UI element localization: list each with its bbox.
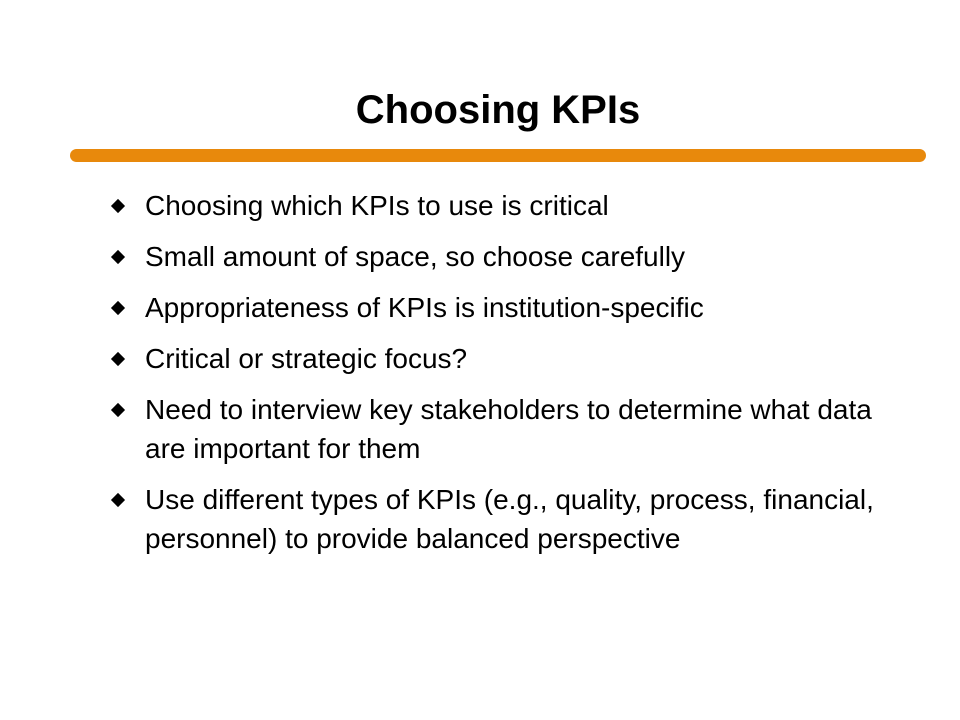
diamond-bullet-icon <box>111 199 125 213</box>
bullet-text: Need to interview key stakeholders to determine what data are important for them <box>145 394 872 464</box>
bullet-item <box>108 237 908 276</box>
bullet-item <box>108 480 908 558</box>
bullet-text: Use different types of KPIs (e.g., quality, process, financial, personnel) to provide balanced perspective <box>145 484 874 554</box>
bullet-item <box>108 390 908 468</box>
bullet-text: Appropriateness of KPIs is institution-specific <box>145 292 704 323</box>
bullet-list <box>108 186 908 570</box>
bullet-text: Choosing which KPIs to use is critical <box>145 190 609 221</box>
title-underline-bar <box>70 149 926 162</box>
diamond-bullet-icon <box>111 352 125 366</box>
bullet-item <box>108 288 908 327</box>
bullet-item <box>108 186 908 225</box>
bullet-text: Small amount of space, so choose carefully <box>145 241 686 272</box>
diamond-bullet-icon <box>111 301 125 315</box>
diamond-bullet-icon <box>111 403 125 417</box>
diamond-bullet-icon <box>111 250 125 264</box>
bullet-item <box>108 339 908 378</box>
slide-title: Choosing KPIs <box>355 88 641 132</box>
diamond-bullet-icon <box>111 493 125 507</box>
bullet-text: Critical or strategic focus? <box>145 343 468 374</box>
